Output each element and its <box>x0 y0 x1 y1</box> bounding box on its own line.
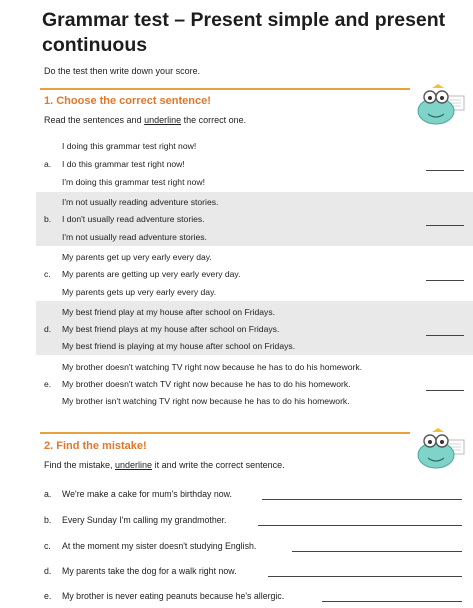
option[interactable]: I'm not usually reading adventure stories. <box>62 197 219 207</box>
section-1-title: 1. Choose the correct sentence! <box>44 95 211 107</box>
page-title: Grammar test – Present simple and present continuous <box>42 9 446 56</box>
mascot-icon <box>414 428 466 470</box>
question-2a: a. We're make a cake for mum's birthday now. <box>44 489 232 499</box>
option[interactable]: My best friend play at my house after school on Fridays. <box>62 307 276 317</box>
option[interactable]: My parents gets up very early every day. <box>62 287 217 297</box>
option[interactable]: My best friend plays at my house after school on Fridays. <box>62 324 280 334</box>
question-1c <box>36 246 473 300</box>
section-2-divider <box>40 432 410 434</box>
option[interactable]: My best friend is playing at my house after school on Fridays. <box>62 341 296 351</box>
option[interactable]: I'm doing this grammar test right now! <box>62 177 206 187</box>
section-1-instruction: Read the sentences and underline the correct one. <box>44 115 247 125</box>
question-letter: a. <box>44 159 52 169</box>
question-2e: e. My brother is never eating peanuts because he's allergic. <box>44 591 285 601</box>
answer-line[interactable] <box>322 601 462 602</box>
answer-line[interactable] <box>262 499 462 500</box>
question-letter: b. <box>44 214 52 224</box>
answer-line[interactable] <box>292 551 462 552</box>
question-1b <box>36 192 473 246</box>
section-2-instruction: Find the mistake, underline it and write the correct sentence. <box>44 460 285 470</box>
section-2-title: 2. Find the mistake! <box>44 440 147 452</box>
option[interactable]: I do this grammar test right now! <box>62 159 185 169</box>
option[interactable]: I'm not usually read adventure stories. <box>62 232 207 242</box>
option[interactable]: I doing this grammar test right now! <box>62 141 197 151</box>
answer-line[interactable] <box>426 280 464 281</box>
option[interactable]: I don't usually read adventure stories. <box>62 214 205 224</box>
answer-line[interactable] <box>258 525 462 526</box>
question-2d: d. My parents take the dog for a walk right now. <box>44 566 237 576</box>
section-1-divider <box>40 88 410 90</box>
question-letter: e. <box>44 379 52 389</box>
question-2c: c. At the moment my sister doesn't studying English. <box>44 541 257 551</box>
answer-line[interactable] <box>426 335 464 336</box>
answer-line[interactable] <box>426 225 464 226</box>
option[interactable]: My parents are getting up very early every day. <box>62 269 241 279</box>
answer-line[interactable] <box>268 576 462 577</box>
option[interactable]: My brother isn't watching TV right now because he has to do his homework. <box>62 396 350 406</box>
mascot-icon <box>414 84 466 126</box>
option[interactable]: My parents get up very early every day. <box>62 252 212 262</box>
question-letter: c. <box>44 269 51 279</box>
question-2b: b. Every Sunday I'm calling my grandmother. <box>44 515 227 525</box>
option[interactable]: My brother doesn't watch TV right now because he has to do his homework. <box>62 379 351 389</box>
question-1a <box>36 138 473 192</box>
question-letter: d. <box>44 324 52 334</box>
answer-line[interactable] <box>426 170 464 171</box>
question-1e <box>36 356 473 410</box>
answer-line[interactable] <box>426 390 464 391</box>
option[interactable]: My brother doesn't watching TV right now because he has to do his homework. <box>62 362 363 372</box>
question-1d <box>36 301 473 355</box>
intro-text: Do the test then write down your score. <box>44 66 201 76</box>
